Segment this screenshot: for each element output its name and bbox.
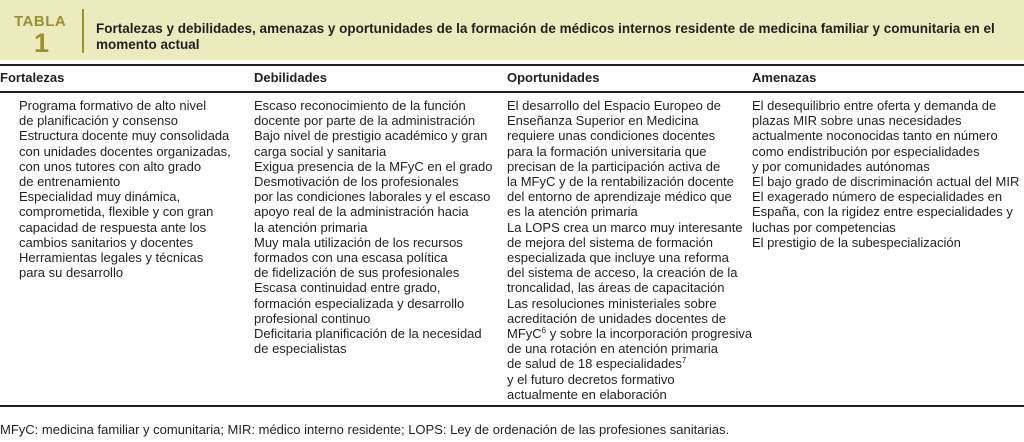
cell-line: Especialidad muy dinámica, [19,189,181,205]
cell-line: formación especializada y desarrollo [254,295,465,311]
cell-line: es la atención primaria [507,204,638,220]
header-rule [0,91,1024,93]
header-divider [82,9,84,53]
cell-line: Programa formativo de alto nivel [19,98,207,113]
cell-line: Deficitaria planificación de la necesidad [254,326,482,342]
cell-line: de entrenamiento [19,174,121,190]
cell-line: carga social y sanitaria [254,143,387,159]
reference-superscript: 7 [681,356,687,366]
cell-line: para la formación universitaria que [507,143,707,159]
column-debilidades [254,98,492,356]
cell-line: Desmotivación de los profesionales [254,174,459,190]
cell-line: acreditación de unidades docentes de [507,310,726,326]
cell-line: plazas MIR sobre unas necesidades [752,113,962,129]
cell-line: con unos tutores con alto grado [19,158,202,174]
cell-line: El desarrollo del Espacio Europeo de [507,98,721,113]
column-amenazas [752,98,1019,250]
cell-line: comprometida, flexible y con gran [19,204,214,220]
cell-line: Enseñanza Superior en Medicina [507,113,699,129]
column-heading-fortalezas: Fortalezas [0,70,65,85]
cell-line: como endistribución por especialidades [752,143,980,159]
cell-line: Exigua presencia de la MFyC en el grado [254,158,493,174]
cell-line: la MFyC y de la rentabilización docente [507,174,734,190]
cell-line: precisan de la participación activa de [507,158,721,174]
cell-line: de mejora del sistema de formación [507,234,713,250]
column-oportunidades [507,98,752,402]
cell-text: de salud de 18 especialidades [507,356,682,372]
cell-line: cambios sanitarios y docentes [19,234,194,250]
cell-line: Estructura docente muy consolidada [19,128,230,144]
cell-line-with-reference [507,326,752,341]
cell-line: Bajo nivel de prestigio académico y gran [254,128,488,144]
cell-line: Herramientas legales y técnicas [19,250,204,266]
cell-line: especializada que incluye una reforma [507,250,729,266]
cell-line: del sistema de acceso, la creación de la [507,265,738,281]
cell-line: Muy mala utilización de los recursos [254,234,463,250]
cell-line: la atención primaria [254,219,368,235]
bottom-rule [0,405,1024,407]
top-rule [0,64,1024,66]
column-heading-oportunidades: Oportunidades [507,70,600,85]
cell-line: Las resoluciones ministeriales sobre [507,295,717,311]
cell-line: docente por parte de la administración [254,113,476,129]
cell-line: actualmente noconocidas tanto en número [752,128,998,144]
cell-line: La LOPS crea un marco muy interesante [507,219,743,235]
table-footnote: MFyC: medicina familiar y comunitaria; MIR: médico interno residente; LOPS: Ley de ordenación de las profesiones sanitarias. [0,422,730,437]
cell-line: El desequilibrio entre oferta y demanda de [752,98,997,113]
cell-text: y sobre la incorporación progresiva [549,326,753,342]
table-number: 1 [34,28,50,58]
cell-line: apoyo real de la administración hacia [254,204,469,220]
column-heading-debilidades: Debilidades [254,70,327,85]
cell-line: Escasa continuidad entre grado, [254,280,441,296]
cell-line: y por comunidades autónomas [752,158,930,174]
cell-line: por las condiciones laborales y el escaso [254,189,491,205]
cell-line: Escaso reconocimiento de la función [254,98,466,113]
cell-line: España, con la rigidez entre especialidades y [752,204,1013,220]
table-title: Fortalezas y debilidades, amenazas y oportunidades de la formación de médicos internos residente de medicina familiar y comunitaria en el momento actual [96,21,995,52]
cell-line: formados con una escasa política [254,250,448,266]
column-heading-amenazas: Amenazas [752,70,817,85]
cell-line: y el futuro decretos formativo [507,371,675,387]
cell-line: de fidelización de sus profesionales [254,265,460,281]
cell-line: El exagerado número de especialidades en [752,189,1003,205]
cell-line: requiere unas condiciones docentes [507,128,716,144]
cell-line: capacidad de respuesta ante los [19,219,207,235]
table-header [0,0,1024,60]
table-label: TABLA [14,13,67,30]
cell-line: luchas por competencias [752,219,896,235]
cell-line: El bajo grado de discriminación actual del MIR [752,174,1020,190]
cell-line: profesional continuo [254,310,371,326]
cell-line: actualmente en elaboración [507,386,667,402]
cell-line-with-reference [507,356,752,371]
column-fortalezas [19,98,231,280]
cell-line: troncalidad, las áreas de capacitación [507,280,725,296]
cell-line: para su desarrollo [19,265,124,281]
cell-line: del entorno de aprendizaje médico que [507,189,732,205]
cell-text: MFyC [507,326,542,342]
reference-superscript: 6 [541,326,547,336]
cell-line: El prestigio de la subespecialización [752,234,961,250]
cell-line: de especialistas [254,341,347,357]
cell-line: con unidades docentes organizadas, [19,143,231,159]
cell-line: de una rotación en atención primaria [507,341,719,357]
cell-line: de planificación y consenso [19,113,178,129]
